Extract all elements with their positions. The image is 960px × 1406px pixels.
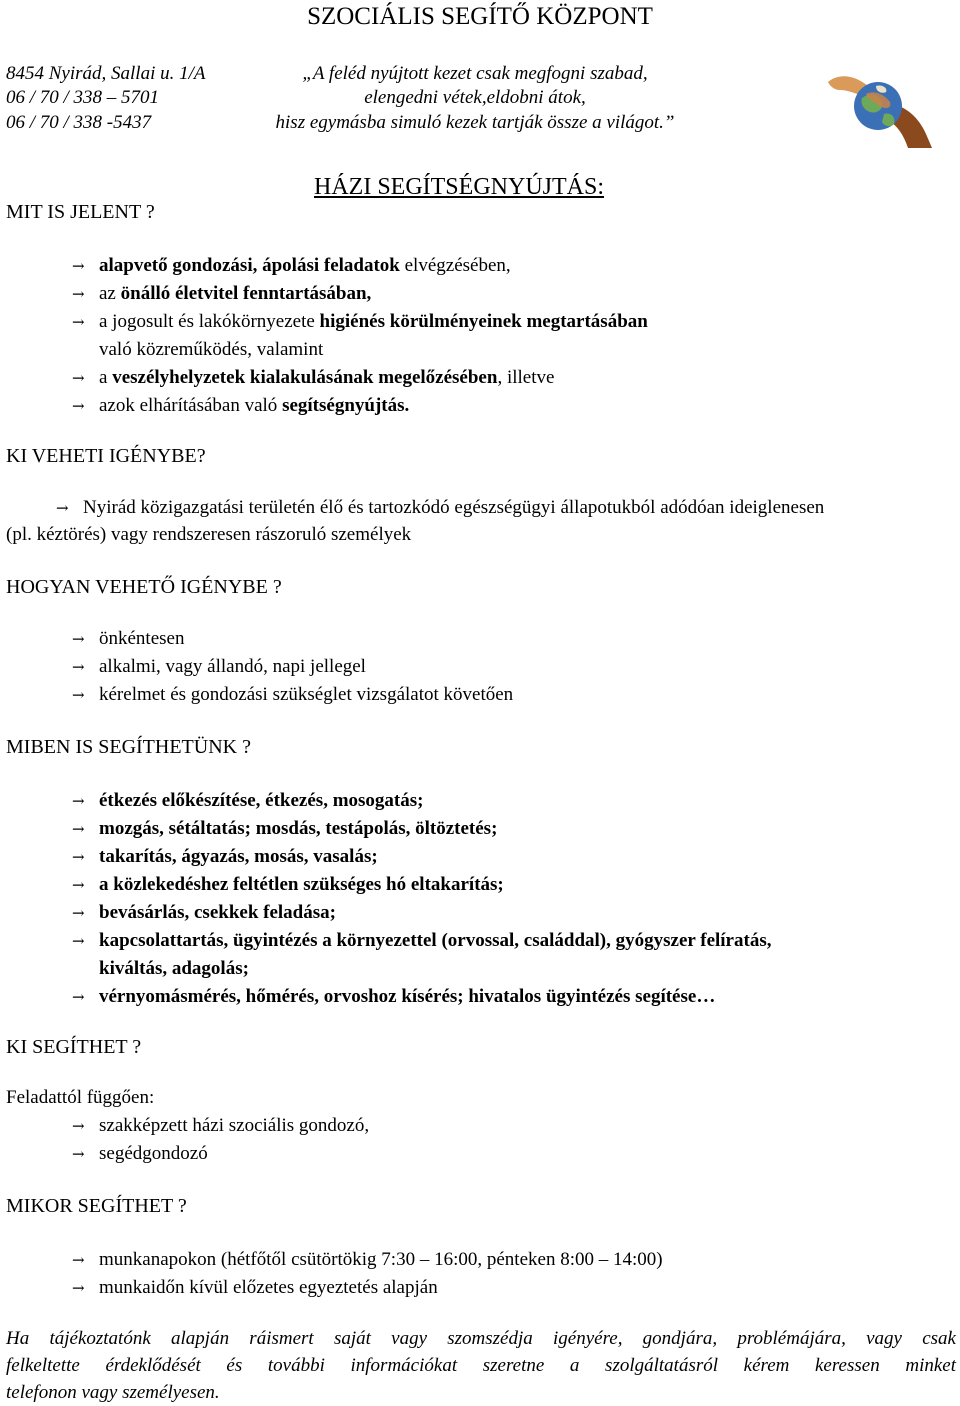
section-heading-ki-segithet: KI SEGÍTHET ?	[6, 1036, 142, 1058]
main-heading: HÁZI SEGÍTSÉGNYÚJTÁS:	[314, 174, 604, 200]
address: 8454 Nyirád, Sallai u. 1/A	[6, 63, 206, 84]
list-item: → alkalmi, vagy állandó, napi jellegel	[72, 653, 366, 681]
arrow-icon: →	[72, 313, 85, 331]
list-item: → bevásárlás, csekkek feladása;	[72, 899, 336, 927]
paragraph-line: → Nyirád közigazgatási területén élő és tartozkódó egészségügyi állapotukból adódóan ideiglenesen	[56, 494, 824, 522]
arrow-icon: →	[72, 820, 85, 838]
list-item: → munkaidőn kívül előzetes egyeztetés alapján	[72, 1274, 438, 1302]
list-item: → azok elhárításában való segítségnyújtás.	[72, 392, 409, 420]
arrow-icon: →	[72, 904, 85, 922]
list-item: → alapvető gondozási, ápolási feladatok elvégzésében,	[72, 252, 511, 280]
arrow-icon: →	[72, 397, 85, 415]
quote-line: „A feléd nyújtott kezet csak megfogni szabad,	[302, 63, 648, 84]
list-item: → a jogosult és lakókörnyezete higiénés körülményeinek megtartásában	[72, 308, 648, 336]
quote-line: hisz egymásba simuló kezek tartják össze a világot.”	[275, 112, 675, 133]
arrow-icon: →	[72, 257, 85, 275]
list-item: → szakképzett házi szociális gondozó,	[72, 1112, 369, 1140]
closing-line: felkeltette érdeklődését és további információkat szeretne a szolgáltatásról kérem keressen minket	[6, 1355, 956, 1376]
list-item: → kérelmet és gondozási szükséglet vizsgálatot követően	[72, 681, 513, 709]
arrow-icon: →	[72, 1251, 85, 1269]
arrow-icon: →	[72, 630, 85, 648]
list-item: → munkanapokon (hétfőtől csütörtökig 7:30 – 16:00, pénteken 8:00 – 14:00)	[72, 1246, 663, 1274]
arrow-icon: →	[72, 988, 85, 1006]
arrow-icon: →	[72, 1117, 85, 1135]
section-heading-hogyan: HOGYAN VEHETŐ IGÉNYBE ?	[6, 576, 282, 598]
list-item-continuation: kiváltás, adagolás;	[99, 958, 249, 979]
closing-line: Ha tájékoztatónk alapján ráismert saját vagy szomszédja igényére, gondjára, problémájára, vagy csak	[6, 1328, 956, 1349]
arrow-icon: →	[72, 932, 85, 950]
arrow-icon: →	[72, 1279, 85, 1297]
section-heading-mit: MIT IS JELENT ?	[6, 201, 155, 223]
list-item: → segédgondozó	[72, 1140, 208, 1168]
list-item: → kapcsolattartás, ügyintézés a környezettel (orvossal, családdal), gyógyszer felíratás,	[72, 927, 771, 955]
list-item: → önkéntesen	[72, 625, 184, 653]
list-item: → a közlekedéshez feltétlen szükséges hó eltakarítás;	[72, 871, 504, 899]
intro-text: Feladattól függően:	[6, 1087, 155, 1108]
list-item: → az önálló életvitel fenntartásában,	[72, 280, 371, 308]
arrow-icon: →	[72, 686, 85, 704]
phone-number: 06 / 70 / 338 – 5701	[6, 87, 160, 108]
list-item: → vérnyomásmérés, hőmérés, orvoshoz kísérés; hivatalos ügyintézés segítése…	[72, 983, 715, 1011]
arrow-icon: →	[72, 369, 85, 387]
section-heading-ki-veheti: KI VEHETI IGÉNYBE?	[6, 445, 206, 467]
list-item: → a veszélyhelyzetek kialakulásának megelőzésében, illetve	[72, 364, 554, 392]
arrow-icon: →	[72, 848, 85, 866]
list-item-continuation: való közreműködés, valamint	[99, 339, 324, 360]
arrow-icon: →	[56, 499, 69, 517]
arrow-icon: →	[72, 1145, 85, 1163]
closing-line: telefonon vagy személyesen.	[6, 1382, 220, 1403]
page-title: SZOCIÁLIS SEGÍTŐ KÖZPONT	[307, 3, 653, 30]
section-heading-mikor: MIKOR SEGÍTHET ?	[6, 1195, 187, 1217]
list-item: → takarítás, ágyazás, mosás, vasalás;	[72, 843, 378, 871]
section-heading-miben: MIBEN IS SEGÍTHETÜNK ?	[6, 736, 251, 758]
arrow-icon: →	[72, 876, 85, 894]
arrow-icon: →	[72, 792, 85, 810]
phone-number: 06 / 70 / 338 -5437	[6, 112, 152, 133]
list-item: → étkezés előkészítése, étkezés, mosogatás;	[72, 787, 423, 815]
quote-line: elengedni vétek,eldobni átok,	[364, 87, 586, 108]
paragraph-line: (pl. kéztörés) vagy rendszeresen rászoruló személyek	[6, 524, 412, 545]
arrow-icon: →	[72, 658, 85, 676]
list-item: → mozgás, sétáltatás; mosdás, testápolás, öltöztetés;	[72, 815, 497, 843]
arrow-icon: →	[72, 285, 85, 303]
hands-globe-icon	[826, 64, 934, 148]
